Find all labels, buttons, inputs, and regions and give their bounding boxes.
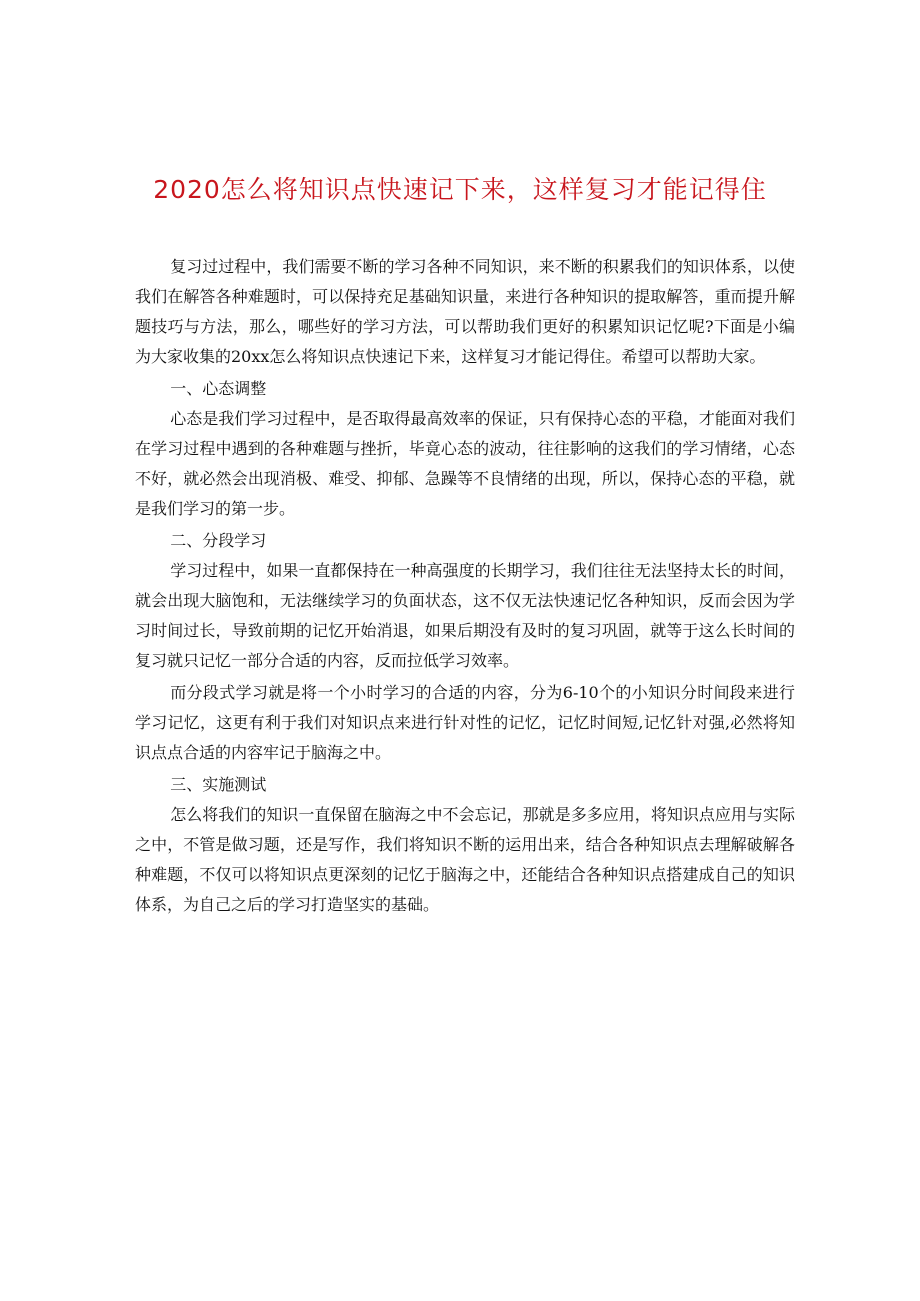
section-heading-segmented-study: 二、分段学习 — [170, 531, 267, 550]
section-heading-testing: 三、实施测试 — [170, 775, 267, 794]
section-paragraph-testing: 怎么将我们的知识一直保留在脑海之中不会忘记，那就是多多应用，将知识点应用与实际之中，不管是做习题，还是写作，我们将知识不断的运用出来，结合各种知识点去理解破解各种难题，不仅可以将知识点更深刻的记忆于脑海之中，还能结合各种知识点搭建成自己的知识体系，为自己之后的学习打造坚实的基础。 — [135, 805, 795, 914]
section-paragraph-segmented-study-2: 而分段式学习就是将一个小时学习的合适的内容，分为6-10个的小知识分时间段来进行学习记忆，这更有利于我们对知识点来进行针对性的记忆，记忆时间短,记忆针对强,必然将知识点点合适的内容牢记于脑海之中。 — [135, 683, 795, 762]
section-paragraph-segmented-study-1: 学习过程中，如果一直都保持在一种高强度的长期学习，我们往往无法坚持太长的时间，就会出现大脑饱和，无法继续学习的负面状态，这不仅无法快速记忆各种知识，反而会因为学习时间过长，导致前期的记忆开始消退，如果后期没有及时的复习巩固，就等于这么长时间的复习就只记忆一部分合适的内容，反而拉低学习效率。 — [135, 561, 795, 670]
section-heading-mindset: 一、心态调整 — [170, 379, 267, 398]
intro-paragraph: 复习过过程中，我们需要不断的学习各种不同知识，来不断的积累我们的知识体系，以使我们在解答各种难题时，可以保持充足基础知识量，来进行各种知识的提取解答，重而提升解题技巧与方法，那么，哪些好的学习方法，可以帮助我们更好的积累知识记忆呢?下面是小编为大家收集的20xx怎么将知识点快速记下来，这样复习才能记得住。希望可以帮助大家。 — [135, 257, 795, 366]
document-title: 2020怎么将知识点快速记下来，这样复习才能记得住 — [153, 175, 767, 204]
section-paragraph-mindset: 心态是我们学习过程中，是否取得最高效率的保证，只有保持心态的平稳，才能面对我们在学习过程中遇到的各种难题与挫折，毕竟心态的波动，往往影响的这我们的学习情绪，心态不好，就必然会出现消极、难受、抑郁、急躁等不良情绪的出现，所以，保持心态的平稳，就是我们学习的第一步。 — [135, 409, 795, 518]
document-body — [135, 252, 795, 920]
